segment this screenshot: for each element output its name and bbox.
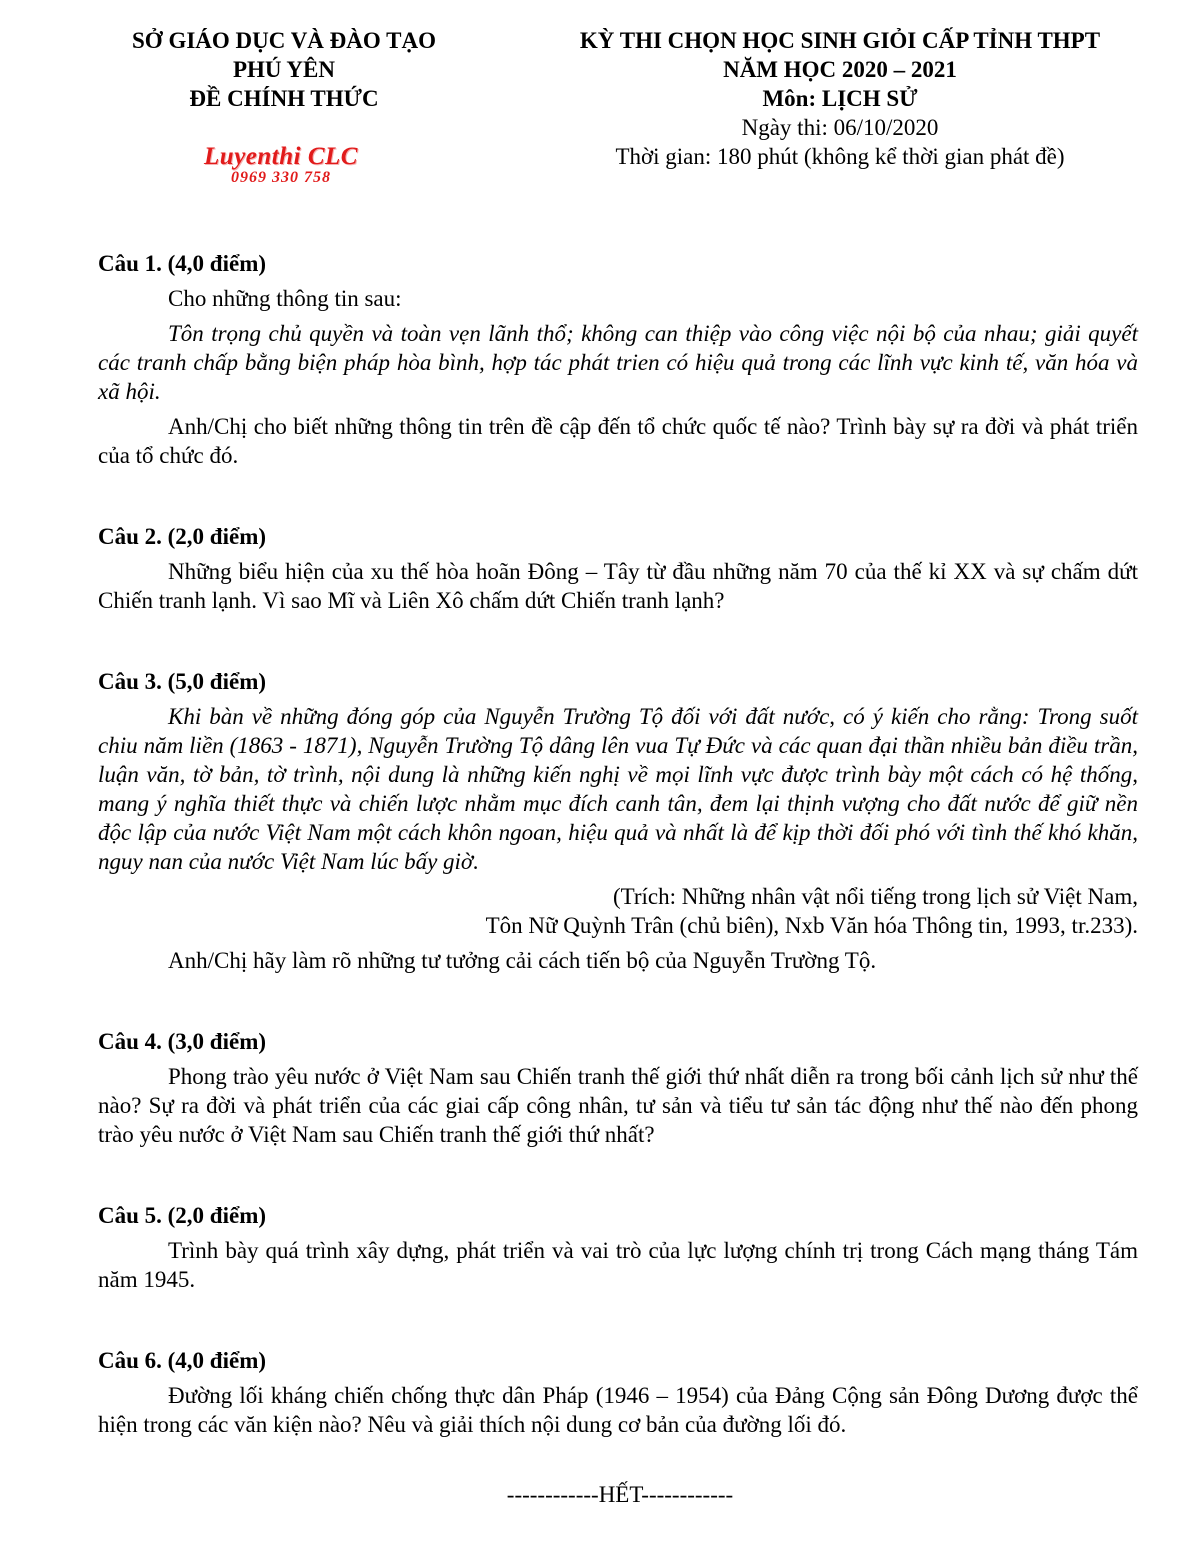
question-heading: Câu 6. (4,0 điểm) <box>98 1348 267 1373</box>
question-heading: Câu 1. (4,0 điểm) <box>98 251 267 276</box>
province-name: PHÚ YÊN <box>232 57 335 82</box>
exam-questions <box>98 249 1138 1439</box>
issuer-block <box>98 26 470 113</box>
question-heading: Câu 3. (5,0 điểm) <box>98 669 267 694</box>
question-quote: Khi bàn về những đóng góp của Nguyễn Trường Tộ đối với đất nước, có ý kiến cho rằng: Trong suốt chiu năm liền (1863 - 1871), Nguyễn Trường Tộ dâng lên vua Tự Đức và các quan đại thần nhiều bản điều trần, luận văn, tờ bản, tờ trình, nội dung là những kiến nghị về mọi lĩnh vực được trình bày một cách có hệ thống, mang ý nghĩa thiết thực và chiến lược nhằm mục đích canh tân, đem lại thịnh vượng cho đất nước để giữ nền độc lập của nước Việt Nam một cách khôn ngoan, hiệu quả và nhất là để kịp thời đối phó với tình thế khó khăn, nguy nan của nước Việt Nam lúc bấy giờ. <box>98 704 1138 874</box>
question-heading: Câu 4. (3,0 điểm) <box>98 1029 267 1054</box>
logo-phone: 0969 330 758 <box>231 169 331 186</box>
quote-source-line-1: (Trích: Những nhân vật nổi tiếng trong lịch sử Việt Nam, <box>612 884 1138 909</box>
question-text: Đường lối kháng chiến chống thực dân Pháp (1946 – 1954) của Đảng Cộng sản Đông Dương được thể hiện trong các văn kiện nào? Nêu và giải thích nội dung cơ bản của đường lối đó. <box>98 1383 1138 1437</box>
exam-title: KỲ THI CHỌN HỌC SINH GIỎI CẤP TỈNH THPT <box>579 28 1101 53</box>
question-5 <box>98 1201 1138 1294</box>
question-text: Trình bày quá trình xây dựng, phát triển và vai trò của lực lượng chính trị trong Cách mạng tháng Tám năm 1945. <box>98 1238 1138 1292</box>
quote-source-line-2: Tôn Nữ Quỳnh Trân (chủ biên), Nxb Văn hóa Thông tin, 1993, tr.233). <box>485 913 1138 938</box>
question-3 <box>98 667 1138 975</box>
question-text: Anh/Chị hãy làm rõ những tư tưởng cải cách tiến bộ của Nguyễn Trường Tộ. <box>168 948 877 973</box>
question-1 <box>98 249 1138 470</box>
school-year: NĂM HỌC 2020 – 2021 <box>723 57 957 82</box>
official-label: ĐỀ CHÍNH THỨC <box>189 86 379 111</box>
question-text: Anh/Chị cho biết những thông tin trên đề cập đến tổ chức quốc tế nào? Trình bày sự ra đời và phát triển của tổ chức đó. <box>98 414 1138 468</box>
question-text: Cho những thông tin sau: <box>168 286 402 311</box>
department-name: SỞ GIÁO DỤC VÀ ĐÀO TẠO <box>132 28 436 53</box>
question-heading: Câu 2. (2,0 điểm) <box>98 524 267 549</box>
luyenthi-logo <box>168 143 394 191</box>
question-quote: Tôn trọng chủ quyền và toàn vẹn lãnh thổ; không can thiệp vào công việc nội bộ của nhau; giải quyết các tranh chấp bằng biện pháp hòa bình, hợp tác phát trien có hiệu quả trong các lĩnh vực kinh tế, văn hóa và xã hội. <box>98 321 1138 404</box>
exam-duration: Thời gian: 180 phút (không kể thời gian phát đề) <box>615 144 1065 169</box>
end-marker: ------------HẾT------------ <box>506 1482 734 1507</box>
question-6 <box>98 1346 1138 1439</box>
question-text: Những biểu hiện của xu thế hòa hoãn Đông – Tây từ đầu những năm 70 của thế kỉ XX và sự chấm dứt Chiến tranh lạnh. Vì sao Mĩ và Liên Xô chấm dứt Chiến tranh lạnh? <box>98 559 1138 613</box>
exam-date: Ngày thi: 06/10/2020 <box>741 115 939 140</box>
question-text: Phong trào yêu nước ở Việt Nam sau Chiến tranh thế giới thứ nhất diễn ra trong bối cảnh lịch sử như thế nào? Sự ra đời và phát triển của các giai cấp công nhân, tư sản và tiểu tư sản tác động như thế nào đến phong trào yêu nước ở Việt Nam sau Chiến tranh thế giới thứ nhất? <box>98 1064 1138 1147</box>
subject: Môn: LỊCH SỬ <box>762 86 918 111</box>
question-heading: Câu 5. (2,0 điểm) <box>98 1203 267 1228</box>
exam-info-block <box>540 26 1140 171</box>
question-4 <box>98 1027 1138 1149</box>
question-2 <box>98 522 1138 615</box>
logo-name: Luyenthi CLC <box>204 143 358 170</box>
